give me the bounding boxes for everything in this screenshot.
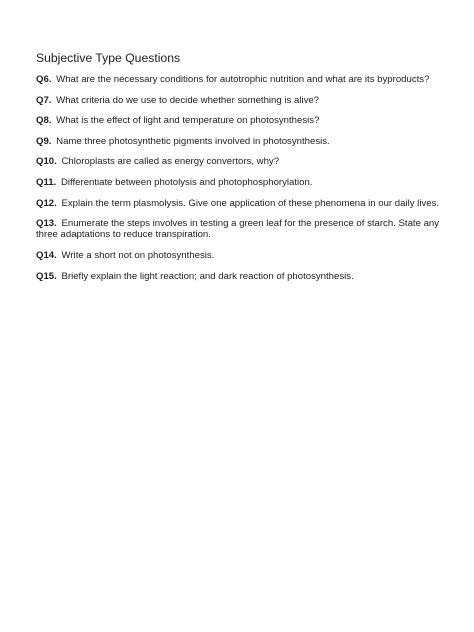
question-item (36, 136, 446, 147)
question-text: Briefly explain the light reaction; and dark reaction of photosynthesis. (61, 270, 354, 282)
section-heading: Subjective Type Questions (36, 51, 181, 65)
question-text: Name three photosynthetic pigments involved in photosynthesis. (56, 135, 330, 147)
question-number: Q8. (36, 115, 52, 127)
question-text: What criteria do we use to decide whether something is alive? (56, 94, 320, 106)
question-number: Q14. (36, 249, 57, 261)
question-item (36, 218, 446, 240)
question-text: Enumerate the steps involves in testing a green leaf for the presence of starch. State any three adaptations to reduce transpiration. (36, 218, 440, 241)
question-item (36, 156, 446, 167)
question-item (36, 177, 446, 188)
question-list (36, 74, 446, 291)
question-number: Q9. (36, 135, 52, 147)
question-number: Q11. (36, 176, 57, 188)
question-number: Q10. (36, 156, 57, 168)
question-number: Q12. (36, 197, 57, 209)
question-text: Write a short not on photosynthesis. (61, 249, 215, 261)
question-number: Q7. (36, 94, 52, 106)
question-text: Differentiate between photolysis and photophosphorylation. (60, 176, 313, 188)
question-number: Q6. (36, 74, 52, 85)
question-item (36, 271, 446, 282)
question-item (36, 95, 446, 106)
question-number: Q13. (36, 218, 57, 230)
question-item (36, 250, 446, 261)
question-item (36, 115, 446, 126)
question-item (36, 198, 446, 209)
question-text: Chloroplasts are called as energy convertors, why? (61, 156, 280, 168)
question-text: Explain the term plasmolysis. Give one application of these phenomena in our daily lives. (61, 197, 440, 209)
question-number: Q15. (36, 270, 57, 282)
question-text: What are the necessary conditions for autotrophic nutrition and what are its byproducts? (56, 74, 430, 85)
question-item (36, 74, 446, 85)
question-text: What is the effect of light and temperature on photosynthesis? (56, 115, 320, 127)
